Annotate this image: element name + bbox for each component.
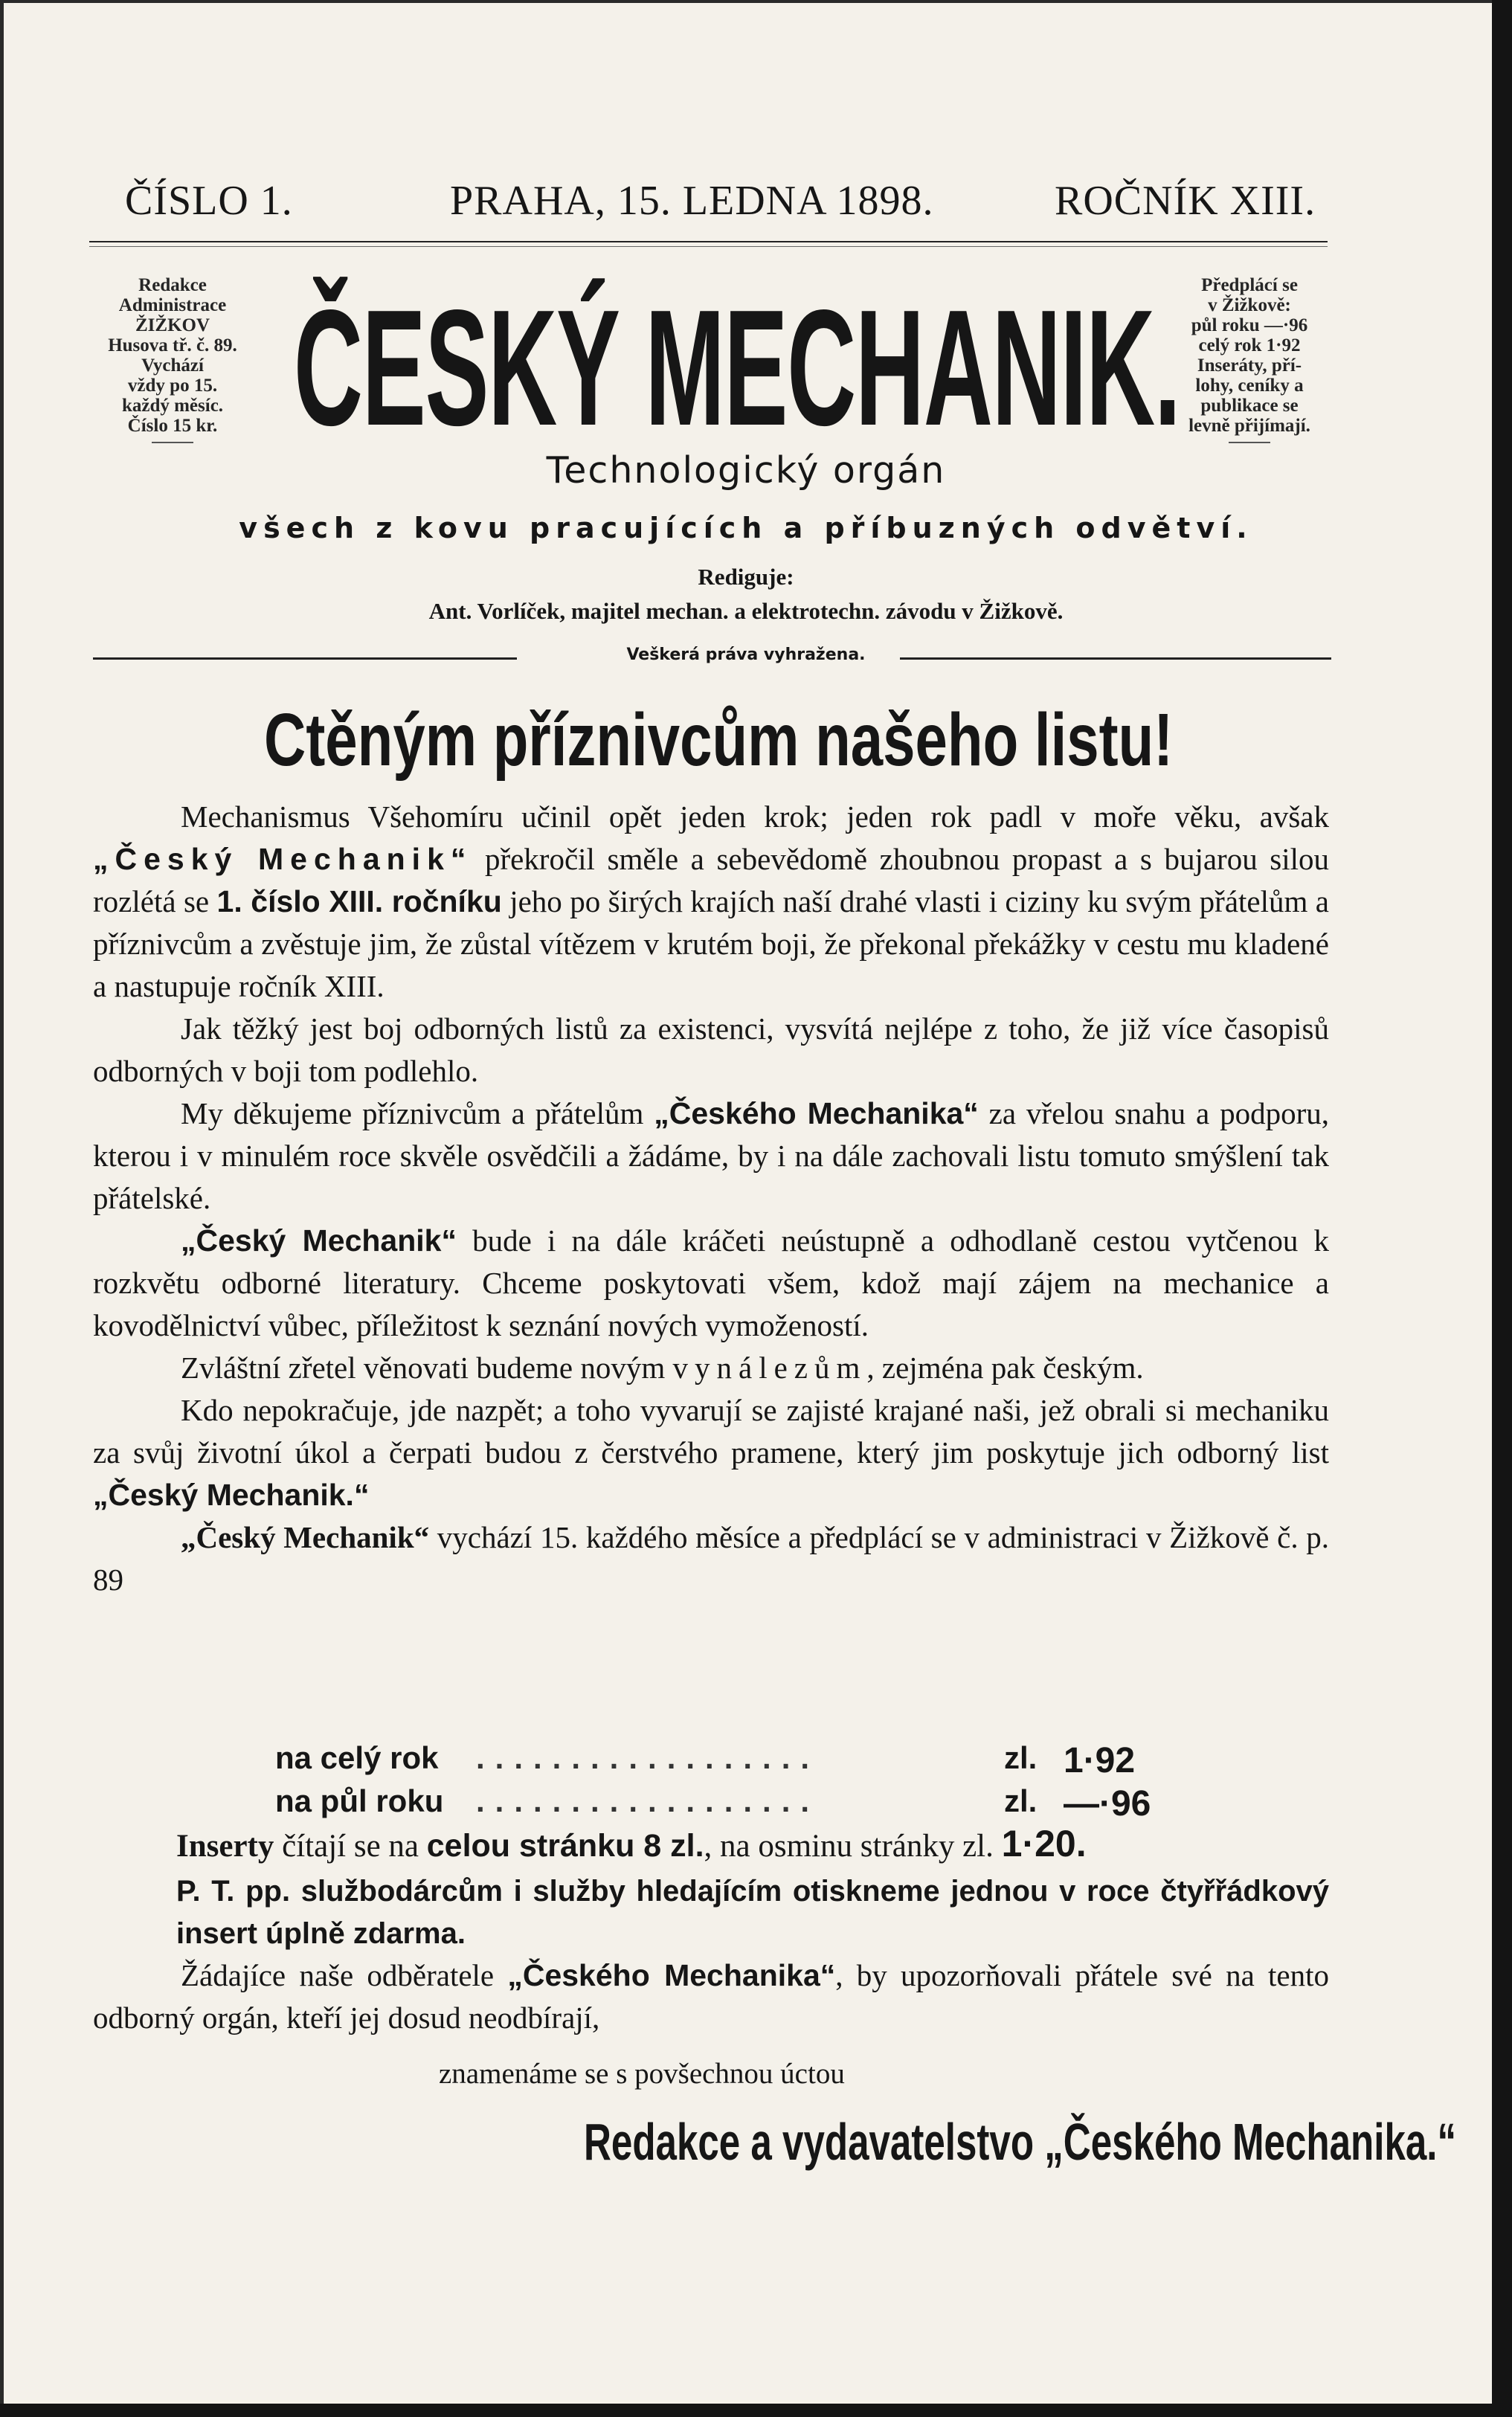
emphasis-spaced: vynálezům — [672, 1351, 867, 1385]
article-body — [93, 796, 1329, 1601]
closing-line: znamenáme se s povšechnou úctou — [439, 2058, 845, 2090]
advertising-rates — [176, 1822, 1336, 1865]
price-amount: —·96 — [1064, 1784, 1151, 1824]
sidebar-right-line: v Žižkově: — [1208, 295, 1291, 315]
header-rule-2 — [89, 246, 1328, 247]
request-paragraph — [93, 1954, 1329, 2039]
sidebar-right-line: publikace se — [1200, 396, 1299, 416]
editor-label: Rediguje: — [698, 564, 794, 590]
ornament-dash — [152, 442, 193, 443]
issue-date: PRAHA, 15. LEDNA 1898. — [450, 178, 934, 224]
text-run: za vřelou snahu a podporu, kterou i v minulém roce skvěle osvědčili a žádáme, by i na dále zachovali listu tomuto smýšlení tak přátelské. — [93, 1096, 1329, 1215]
sidebar-left-line: Administrace — [118, 295, 227, 315]
editor-line: Ant. Vorlíček, majitel mechan. a elektrotechn. závodu v Žižkově. — [428, 598, 1064, 624]
sidebar-left-line: Husova tř. č. 89. — [108, 335, 237, 355]
price-currency: zl. — [1004, 1740, 1038, 1775]
paragraph — [93, 1954, 1329, 2039]
paragraph — [93, 1516, 1329, 1601]
paragraph — [93, 1092, 1329, 1220]
paragraph — [93, 1389, 1329, 1516]
rights-notice: Veškerá práva vyhražena. — [626, 646, 866, 664]
paragraph — [93, 796, 1329, 1008]
paragraph — [93, 1220, 1329, 1347]
emphasis-title: „Českého Mechanika“ — [654, 1096, 979, 1130]
sidebar-right-line: celý rok 1·92 — [1198, 335, 1301, 355]
sidebar-left-line: Vychází — [141, 355, 204, 376]
emphasis-title: „Český Mechanik“ — [93, 842, 473, 876]
volume-number: ROČNÍK XIII. — [1055, 178, 1316, 224]
text-run: vychází 15. každého měsíce a předplácí se v administraci v Žižkově č. p. 89 — [93, 1520, 1329, 1597]
text-run: , zejména pak českým. — [866, 1351, 1144, 1385]
header-rule-1 — [89, 241, 1328, 242]
sidebar-right-line: lohy, ceníky a — [1195, 376, 1304, 396]
price-label: na půl roku — [275, 1783, 444, 1818]
issue-number: ČÍSLO 1. — [125, 178, 293, 224]
sidebar-left-line: vždy po 15. — [127, 376, 218, 396]
page-edge-right — [1492, 0, 1512, 2417]
text-run: Žádajíce naše odběratele — [181, 1958, 508, 1992]
text-run: , na osminu stránky zl. — [704, 1829, 1002, 1864]
sidebar-left-line: Redakce — [138, 275, 207, 295]
text-run: Mechanismus Všehomíru učinil opět jeden krok; jeden rok padl v moře věku, avšak — [181, 799, 1329, 834]
emphasis-title: „Český Mechanik“ — [181, 1520, 430, 1554]
price-currency: zl. — [1004, 1783, 1038, 1818]
sidebar-right-line: Inseráty, pří- — [1197, 355, 1302, 376]
sidebar-right-line: půl roku —·96 — [1191, 315, 1308, 335]
sidebar-right — [1153, 275, 1346, 443]
text-run: My děkujeme příznivcům a přátelům — [181, 1096, 654, 1130]
masthead-subtitle-2: všech z kovu pracujících a příbuzných odvětví. — [239, 512, 1253, 544]
sidebar-left-line: Číslo 15 kr. — [127, 416, 218, 436]
page-edge-top — [0, 0, 1512, 3]
text-run: Zvláštní zřetel věnovati budeme novým — [181, 1351, 673, 1385]
text-run: bude i na dále kráčeti neústupně a odhodlaně cestou vytčenou k rozkvětu odborné literatury. Chceme poskytovati všem, kdož mají zájem na mechanice a kovodělnictví vůbec, příležitost k seznání nových vymožeností. — [93, 1223, 1330, 1342]
masthead-title: ČESKÝ MECHANIK. — [294, 276, 1180, 460]
price-amount: 1·92 — [1064, 1741, 1136, 1780]
dot-leader: .................. — [476, 1740, 820, 1775]
sidebar-right-line: Předplácí se — [1201, 275, 1298, 295]
dot-leader: .................. — [476, 1783, 820, 1818]
paragraph: Jak těžký jest boj odborných listů za existenci, vysvítá nejlépe z toho, že již více časopisů odborných v boji tom podlehlo. — [93, 1011, 1329, 1088]
sidebar-right-line: levně přijímají. — [1188, 416, 1310, 436]
text-run: Inserty — [176, 1829, 274, 1864]
page-edge-bottom — [0, 2404, 1512, 2417]
text-run: Kdo nepokračuje, jde nazpět; a toho vyvarují se zajisté krajané naši, jež obrali si mechaniku za svůj životní úkol a čerpati budou z čerstvého pramene, který jim poskytuje jich odborný list — [93, 1393, 1329, 1470]
sidebar-left-line: každý měsíc. — [121, 396, 224, 416]
text-run: překročil směle a sebevědomě zhoubnou propast a s bujarou silou rozlétá se — [93, 842, 1329, 918]
emphasis-title: „Českého Mechanika“ — [507, 1958, 836, 1992]
text-run: celou stránku 8 zl. — [426, 1828, 704, 1864]
page-edge-left — [0, 0, 4, 2417]
text-run: , by upozorňovali přátele své na tento odborný orgán, kteří jej dosud neodbírají, — [93, 1958, 1329, 2035]
masthead-subtitle: Technologický orgán — [546, 449, 946, 492]
sidebar-left-line: ŽIŽKOV — [135, 315, 210, 335]
price-label: na celý rok — [275, 1740, 439, 1775]
text-run: 1·20. — [1001, 1823, 1087, 1864]
article-headline: Ctěným příznivcům našeho listu! — [264, 698, 1174, 782]
ornament-dash — [1229, 442, 1270, 443]
rights-rule-right — [900, 657, 1331, 660]
signature: Redakce a vydavatelstvo „Českého Mechanika.“ — [584, 2113, 1457, 2171]
text-run: jeho po širých krajích naší drahé vlasti i ciziny ku svým přátelům a příznivcům a zvěstuje jim, že zůstal vítězem v krutém boji, že překonal překážky v cestu mu kladené a nastupuje ročník XIII. — [93, 884, 1330, 1003]
sidebar-left — [83, 275, 262, 443]
emphasis-title: „Český Mechanik“ — [181, 1223, 457, 1258]
emphasis-title: „Český Mechanik.“ — [93, 1478, 370, 1512]
free-insert-notice: P. T. pp. službodárcům i služby hledajícím otiskneme jednou v roce čtyřřádkový insert úplně zdarma. — [176, 1875, 1329, 1950]
emphasis-issue: 1. číslo XIII. ročníku — [216, 884, 502, 918]
paragraph — [93, 1347, 1329, 1389]
text-run: čítají se na — [274, 1829, 427, 1864]
